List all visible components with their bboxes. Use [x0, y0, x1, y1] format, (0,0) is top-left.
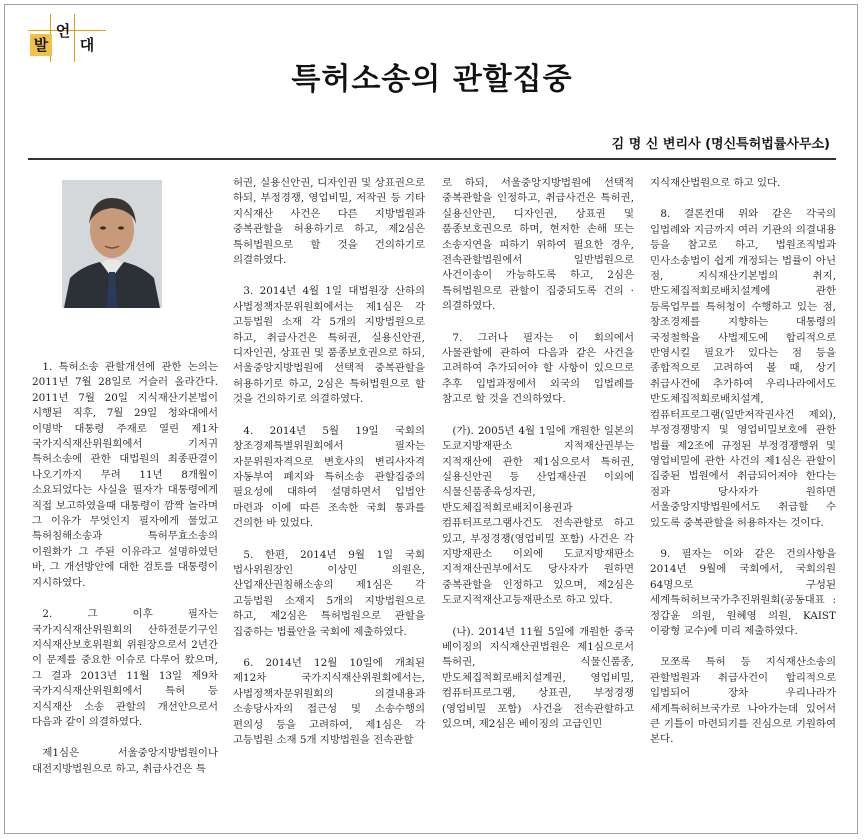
paragraph: 지식재산법원으로 하고 있다. — [650, 177, 781, 189]
paragraph: 허권, 실용신안권, 디자인권 및 상표권으로 하되, 부정경쟁, 영업비밀, 저작권 등 기타 지식재산 사건은 다른 지방법원과 중복관할을 허용하기로 하고, 제2심은 특허법원으로 할 것을 건의하기로 의결하였다. — [233, 177, 425, 267]
paragraph: 8. 결론컨대 위와 같은 각국의 입법례와 지금까지 여러 기관의 의결내용 등을 참고로 하고, 법원조직법과 민사소송법이 쉽게 개정되는 법률이 아닌 점, 지식재산기본법의 취지, 반도체집적회로배치설계에 관한 등록업무를 특허청이 수행하고 있는 점, 창조경제를 지향하는 대통령의 국정철학을 사법제도에 합리적으로 반영시킬 필요가 있다는 점 등을 종합적으로 고려하여 볼 때, 상기 취급사건에 추가하여 우리나라에서도 반도체집적회로배치설계, 컴퓨터프로그램(일반저작권사건 제외), 부정경쟁방지 및 영업비밀보호에 관한 법률 제2조에 규정된 부정경쟁행위 및 영업비밀에 관한 사건의 제1심은 관할이 집중된 법원에서 취급되어져야 한다는 점과 당사자가 원하면 서울중앙지방법원에서도 취급할 수 있도록 중복관할을 허용하자는 것이다. — [650, 208, 836, 529]
article-column-1 — [32, 360, 218, 793]
paragraph: 1. 특허소송 관할개선에 관한 논의는 2011년 7월 28일로 거슬러 올라간다. 2011년 7월 20일 지식재산기본법이 시행된 직후, 7월 29일 청와대에서 이명박 대통령 주재로 열린 제1차 국가지식재산위원회에서 기저귀 특허소송에 관한 대법원의 최종판결이 나오기까지 무려 11년 8개월이 소요되었다는 사실을 필자가 대통령에게 직접 보고하였을때 대통령이 깜짝 놀라며 그 이유가 무엇인지 필자에게 물었고 특허침해소송과 특허무효소송의 이원화가 그 주된 이유라고 설명하였던 바, 그 개선방안에 대한 검토를 대통령이 지시하였다. — [32, 361, 218, 589]
article-title: 특허소송의 관할집중 — [291, 62, 573, 97]
paragraph: 로 하되, 서울중앙지방법원에 선택적 중복관할을 인정하고, 취급사건은 특허권, 실용신안권, 디자인권, 상표권 및 품종보호권으로 하며, 현저한 손해 또는 소송지연을 피하기 위하여 필요한 경우, 전속관할법원에서 일반법원으로 사건이송이 가능하도록 하고, 2심은 특허법원으로 관할이 집중되도록 건의 · 의결하였다. — [442, 177, 634, 313]
article-column-2 — [233, 176, 425, 764]
header-divider — [28, 158, 836, 160]
paragraph: 4. 2014년 5월 19일 국회의 창조경제특별위원회에서 필자는 자문위원자격으로 변호사의 변리사자격 자동부여 폐지와 특허소송 관할집중의 필요성에 대하여 설명하면서 입법안 마련과 이에 따른 조속한 국회 통과를 건의한 바 있었다. — [233, 424, 425, 530]
paragraph: (가). 2005년 4월 1일에 개원한 일본의 도쿄지방재판소 지적재산권부는 지적재산에 관한 제1심으로서 특허권, 실용신안권 등 산업재산권 이외에 식물신품종육성자권, 반도체집적회로배치이용권과 컴퓨터프로그램사건도 전속관할로 하고 있고, 부정경쟁(영업비밀 포함) 사건은 각 지방재판소 이외에 도쿄지방재판소 지적재산권부에서도 당사자가 원하면 중복관할을 인정하고 있으며, 제2심은 도쿄지적재산고등재판소로 하고 있다. — [442, 424, 634, 607]
article-column-4 — [650, 176, 836, 764]
paragraph: 제1심은 서울중앙지방법원이나 대전지방법원으로 하고, 취급사건은 특 — [32, 747, 218, 775]
badge-char: 발 — [30, 34, 52, 56]
author-byline: 김 명 신 변리사 (명신특허법률사무소) — [611, 137, 830, 152]
paragraph: 9. 필자는 이와 같은 건의사항을 2014년 9월에 국회에서, 국회의원 64명으로 구성된 세계특허허브국가추진위원회(공동대표 :정갑윤 의원, 원혜영 의원, KAIST 이광형 교수)에 미리 제출하였다. — [650, 547, 836, 637]
badge-char: 대 — [79, 36, 95, 54]
paragraph: 6. 2014년 12월 10일에 개최된 제12차 국가지식재산위원회에서는, 사법정책자문위원회의 의결내용과 소송당사자의 접근성 및 소송수행의 편의성 등을 고려하여, 제1심은 각 고등법원 소재 5개 지방법원을 전속관할 — [233, 656, 425, 746]
paragraph: 3. 2014년 4월 1일 대법원장 산하의 사법정책자문위원회에서는 제1심은 각 고등법원 소재 각 5개의 지방법원으로 하고, 취급사건은 특허권, 실용신안권, 디자인권, 상표권 및 품종보호권으로 하되, 서울중앙지방법원에 선택적 중복관할을 허용하기로 하고, 2심은 특허법원으로 할 것을 건의하기로 의결하였다. — [233, 285, 425, 406]
article-column-3 — [442, 176, 634, 748]
author-photo — [62, 180, 162, 308]
paragraph: (나). 2014년 11월 5일에 개원한 중국 베이징의 지식재산권법원은 제1심으로서 특허권, 식물신품종, 반도체집적회로배치설계권, 영업비밀, 컴퓨터프로그램, 상표권, 부정경쟁(영업비밀 포함) 사건을 전속관할하고 있으며, 제2심은 베이징의 고급인민 — [442, 625, 634, 730]
paragraph: 2. 그 이후 필자는 국가지식재산위원회의 산하전문기구인 지식재산보호위원회 위원장으로서 2년간 이 문제를 중요한 이슈로 다루어 왔으며, 그 결과 2013년 11월 13일 제9차 국가지식재산위원회에서 특허 등 지식재산 소송 관할의 개선안으로서 다음과 같이 의결하였다. — [32, 608, 218, 728]
paragraph: 7. 그러나 필자는 이 회의에서 사물관할에 관하여 다음과 같은 사건을 고려하여 추가되어야 할 사항이 있으므로 추후 입법과정에서 외국의 입법례를 참고로 할 것을 건의하였다. — [442, 331, 634, 406]
badge-char: 언 — [55, 22, 71, 40]
paragraph: 모쪼록 특허 등 지식재산소송의 관할법원과 취급사건이 합리적으로 입법되어 장차 우리나라가 세계특허허브국가로 나아가는데 있어서 큰 기틀이 마련되기를 진심으로 기원하여 본다. — [650, 656, 836, 746]
paragraph: 5. 한편, 2014년 9월 1일 국회 법사위원장인 이상민 의원은, 산업재산권침해소송의 제1심은 각 고등법원 소재지 5개의 지방법원으로 하고, 제2심은 특허법원으로 관할을 집중하는 법률안을 국회에 제출하였다. — [233, 548, 425, 638]
